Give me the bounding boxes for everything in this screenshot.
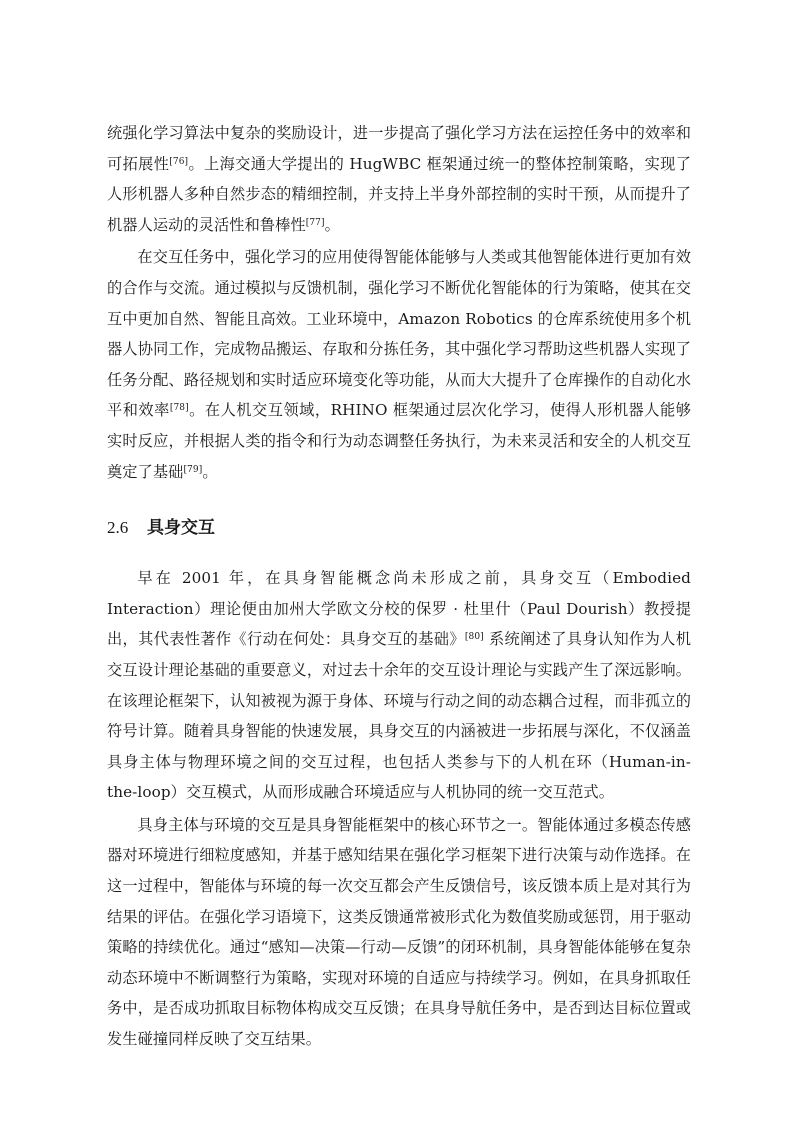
citation-77: [77] — [305, 217, 325, 228]
paragraph-text: 具身主体与环境的交互是具身智能框架中的核心环节之一。智能体通过多模态传感器对环境进行细粒度感知，并基于感知结果在强化学习框架下进行决策与动作选择。在这一过程中，智能体与环境的每一次交互都会产生反馈信号，该反馈本质上是对其行为结果的评估。在强化学习语境下，这类反馈通常被形式化为数值奖励或惩罚，用于驱动策略的持续优化。通过“感知—决策—行动—反馈”的闭环机制，具身智能体能够在复杂动态环境中不断调整行为策略，实现对环境的自适应与持续学习。例如，在具身抓取任务中，是否成功抓取目标物体构成交互反馈；在具身导航任务中，是否到达目标位置或发生碰撞同样反映了交互结果。 — [107, 815, 691, 1049]
paragraph-embodied-interaction-history — [107, 563, 691, 808]
paragraph-interaction-tasks — [107, 242, 691, 487]
paragraph-text: 系统阐述了具身认知作为人机交互设计理论基础的重要意义，对过去十余年的交互设计理论与实践产生了深远影响。在该理论框架下，认知被视为源于身体、环境与行动之间的动态耦合过程，而非孤立的符号计算。随着具身智能的快速发展，具身交互的内涵被进一步拓展与深化，不仅涵盖具身主体与物理环境之间的交互过程，也包括人类参与下的人机在环（Human-in-the-loop）交互模式，从而形成融合环境适应与人机协同的统一交互范式。 — [107, 630, 691, 802]
paragraph-agent-environment-interaction — [107, 810, 691, 1055]
paragraph-text: 。在人机交互领域，RHINO 框架通过层次化学习，使得人形机器人能够实时反应，并根据人类的指令和行为动态调整任务执行，为未来灵活和安全的人机交互奠定了基础 — [107, 401, 691, 481]
citation-80: [80] — [464, 632, 484, 643]
paragraph-rl-reward-design — [107, 118, 691, 240]
citation-79: [79] — [183, 464, 203, 475]
paragraph-text: 在交互任务中，强化学习的应用使得智能体能够与人类或其他智能体进行更加有效的合作与交流。通过模拟与反馈机制，强化学习不断优化智能体的行为策略，使其在交互中更加自然、智能且高效。工业环境中，Amazon Robotics 的仓库系统使用多个机器人协同工作，完成物品搬运、存取和分拣任务，其中强化学习帮助这些机器人实现了任务分配、路径规划和实时适应环境变化等功能，从而大大提升了仓库操作的自动化水平和效率 — [107, 248, 691, 420]
section-title: 具身交互 — [147, 518, 215, 539]
document-page — [107, 118, 691, 1055]
section-heading — [107, 515, 691, 541]
citation-76: [76] — [169, 156, 189, 167]
paragraph-text: 。 — [202, 462, 218, 481]
paragraph-text: 。上海交通大学提出的 HugWBC 框架通过统一的整体控制策略，实现了人形机器人多种自然步态的精细控制，并支持上半身外部控制的实时干预，从而提升了机器人运动的灵活性和鲁棒性 — [107, 154, 691, 234]
paragraph-text: 。 — [324, 215, 340, 234]
section-number: 2.6 — [107, 518, 129, 538]
paragraph-text: 早在 2001 年，在具身智能概念尚未形成之前，具身交互（Embodied Interaction）理论便由加州大学欧文分校的保罗 · 杜里什（Paul Dourish）教授提出，其代表性著作《行动在何处：具身交互的基础》 — [107, 569, 691, 649]
paragraph-text: 统强化学习算法中复杂的奖励设计，进一步提高了强化学习方法在运控任务中的效率和可拓展性 — [107, 124, 691, 173]
citation-78: [78] — [169, 403, 189, 414]
